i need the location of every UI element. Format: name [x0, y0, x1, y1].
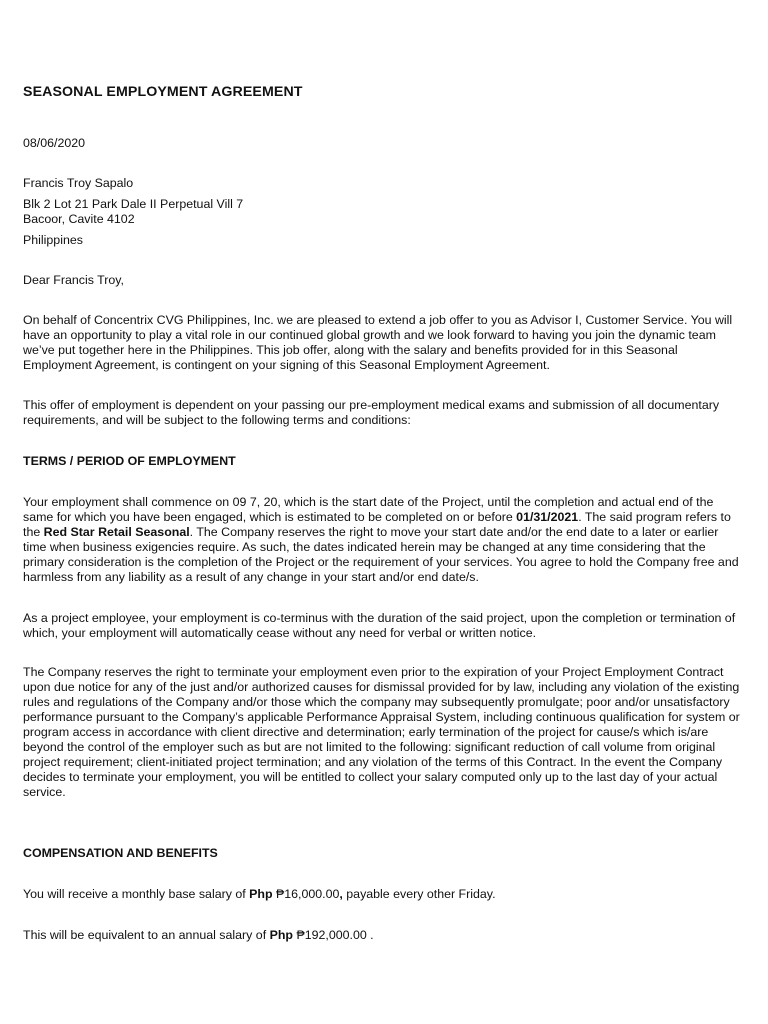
monthly-amount: ₱16,000.00	[276, 887, 340, 901]
terms-text-a: Your employment shall commence on 09 7, 20, which is the start date of the Project, until the completion and actual end of the same for which you have been engaged, which is estimated to be completed on or before	[23, 495, 714, 524]
end-date: 01/31/2021	[516, 510, 579, 524]
compensation-heading: COMPENSATION AND BENEFITS	[23, 846, 218, 860]
letter-date: 08/06/2020	[23, 136, 86, 150]
recipient-address	[23, 197, 745, 227]
address-line-2: Bacoor, Cavite 4102	[23, 212, 135, 226]
offer-paragraph: This offer of employment is dependent on your passing our pre-employment medical exams and submission of all documentary requirements, and will be subject to the following terms and conditions:	[23, 398, 720, 427]
address-line-1: Blk 2 Lot 21 Park Dale II Perpetual Vill 7	[23, 197, 244, 211]
monthly-salary-line	[23, 887, 745, 902]
program-name: Red Star Retail Seasonal	[43, 525, 190, 539]
annual-salary-line	[23, 928, 745, 943]
terms-paragraph-3: The Company reserves the right to terminate your employment even prior to the expiration of your Project Employment Contract upon due notice for any of the just and/or authorized causes for dismissal provided for by law, including any violation of the existing rules and regulations of the Company and/or those which the company may subsequently promulgate; poor and/or unsatisfactory performance pursuant to the Company’s applicable Performance Appraisal System, including continuous qualification for system or program access in accordance with client directive and determination; early termination of the project for cause/s which is/are beyond the control of the employer such as but are not limited to the following: significant reduction of call volume from original project requirement; client-initiated project termination; and any violation of the terms of this Contract. In the event the Company decides to terminate your employment, you will be entitled to collect your salary computed only up to the last day of your actual service.	[23, 665, 740, 799]
intro-paragraph: On behalf of Concentrix CVG Philippines, Inc. we are pleased to extend a job offer to you as Advisor I, Customer Service. You will have an opportunity to play a vital role in our continued global growth and we look forward to having you join the dynamic team we’ve put together here in the Philippines. This job offer, along with the salary and benefits provided for in this Seasonal Employment Agreement, is contingent on your signing of this Seasonal Employment Agreement.	[23, 313, 733, 372]
annual-amount: ₱192,000.00 .	[296, 928, 374, 942]
monthly-comma: ,	[339, 887, 343, 901]
terms-text-c: . The Company reserves the right to move your start date and/or the end date to a later or earlier time when business exigencies require. As such, the dates indicated herein may be changed at any time considering that the primary consideration is the completion of the Project or the requirement of your services. You agree to hold the Company free and harmless from any liability as a result of any change in your start and/or end date/s.	[23, 525, 739, 584]
terms-text-b: . The said program refers to the	[23, 510, 731, 539]
terms-paragraph-2: As a project employee, your employment is co-terminus with the duration of the said project, upon the completion or termination of which, your employment will automatically cease without any need for verbal or written notice.	[23, 611, 736, 640]
terms-heading: TERMS / PERIOD OF EMPLOYMENT	[23, 454, 236, 468]
salutation: Dear Francis Troy,	[23, 273, 124, 287]
terms-paragraph-1	[23, 495, 745, 585]
monthly-currency: Php	[249, 887, 276, 901]
annual-text: This will be equivalent to an annual salary of	[23, 928, 270, 942]
document-title: SEASONAL EMPLOYMENT AGREEMENT	[23, 84, 303, 100]
annual-currency: Php	[269, 928, 297, 942]
recipient-name: Francis Troy Sapalo	[23, 176, 134, 190]
monthly-text: You will receive a monthly base salary of	[23, 887, 250, 901]
recipient-country: Philippines	[23, 233, 83, 247]
monthly-text-end: payable every other Friday.	[342, 887, 496, 901]
